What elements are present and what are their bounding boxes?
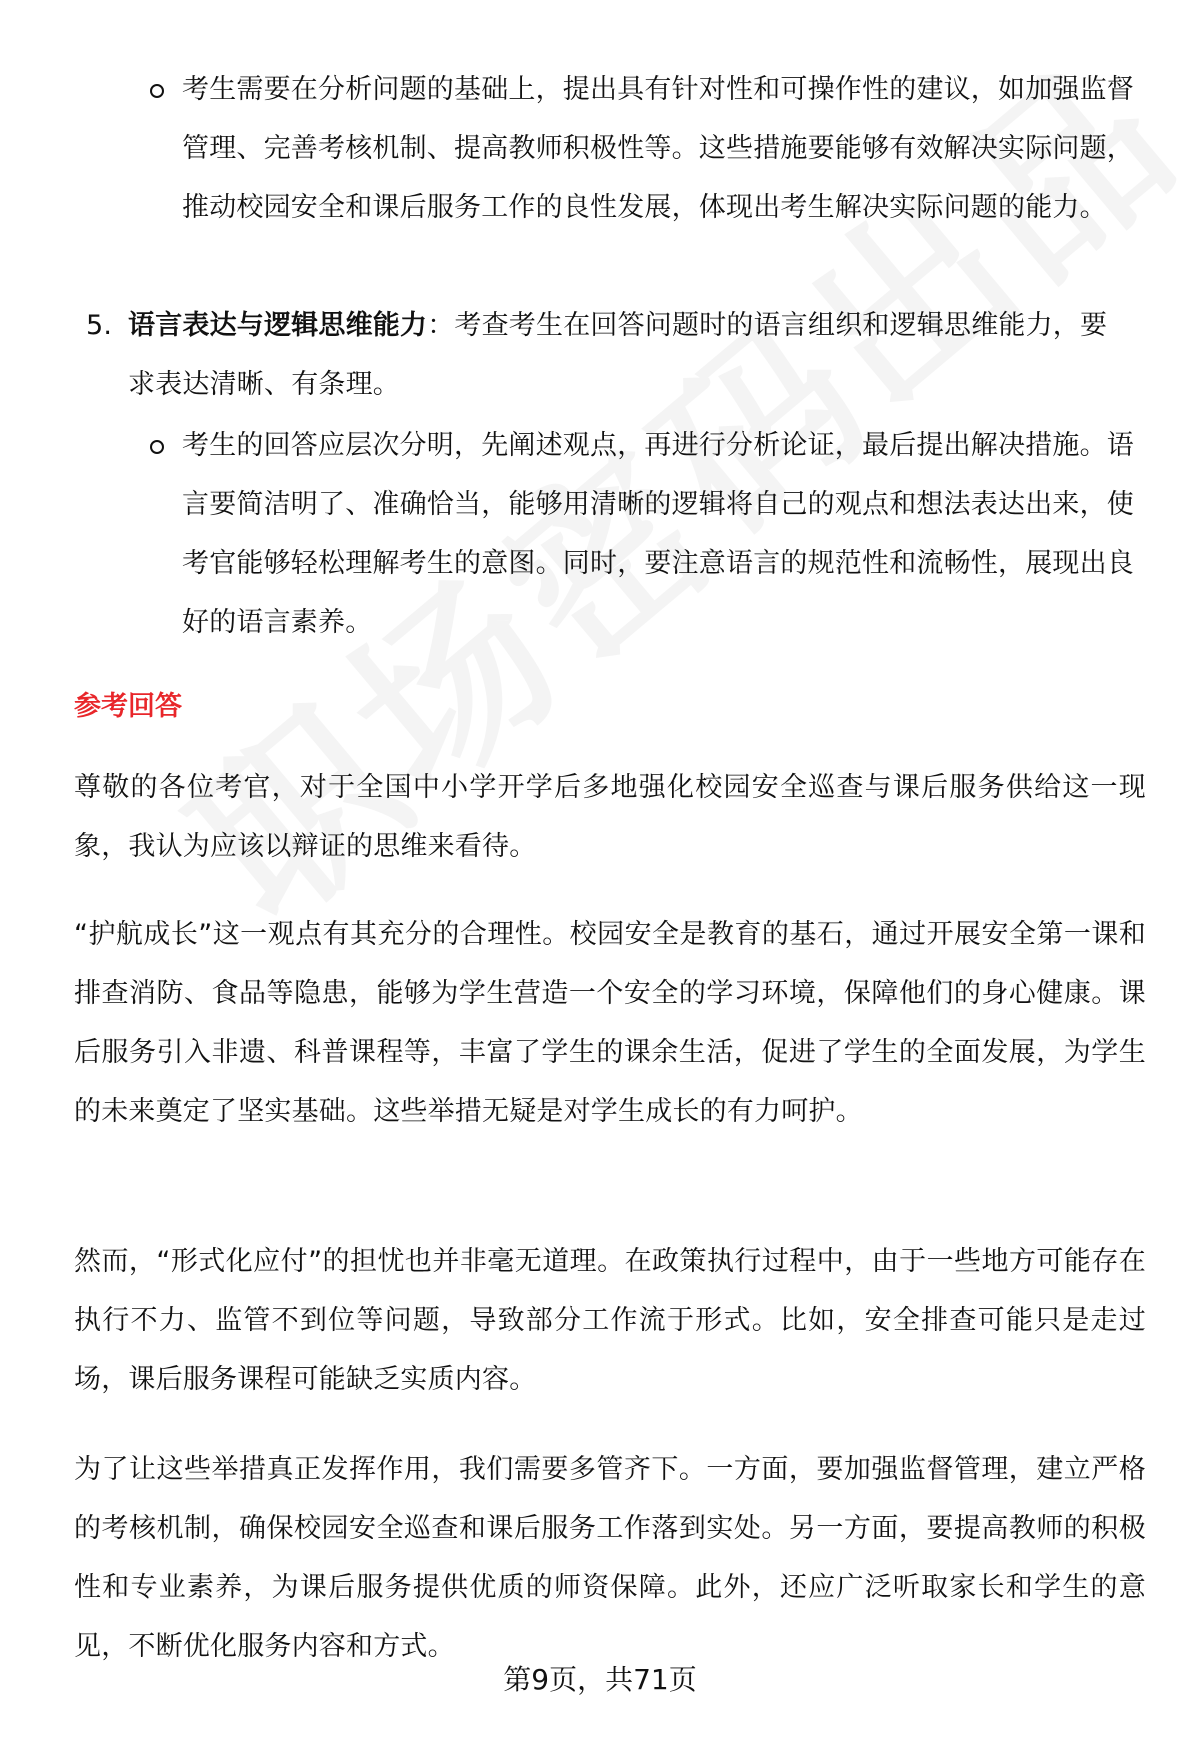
answer-paragraph-3: 然而，“形式化应付”的担忧也并非毫无道理。在政策执行过程中，由于一些地方可能存在执行不力、监管不到位等问题，导致部分工作流于形式。比如，安全排查可能只是走过场，课后服务课程可能缺乏实质内容。 [74,1246,1146,1395]
hollow-circle-bullet-icon [150,84,164,98]
bullet-paragraph-2: 考生的回答应层次分明，先阐述观点，再进行分析论证，最后提出解决措施。语言要简洁明了、准确恰当，能够用清晰的逻辑将自己的观点和想法表达出来，使考官能够轻松理解考生的意图。同时，要注意语言的规范性和流畅性，展现出良好的语言素养。 [182,430,1134,638]
item-body [128,296,1116,414]
item-number: 5. [86,310,113,341]
answer-paragraph-4: 为了让这些举措真正发挥作用，我们需要多管齐下。一方面，要加强监督管理，建立严格的考核机制，确保校园安全巡查和课后服务工作落到实处。另一方面，要提高教师的积极性和专业素养，为课后服务提供优质的师资保障。此外，还应广泛听取家长和学生的意见，不断优化服务内容和方式。 [74,1454,1146,1662]
numbered-item-5 [86,296,1116,414]
item-title: 语言表达与逻辑思维能力 [128,310,428,341]
answer-paragraph-1: 尊敬的各位考官，对于全国中小学开学后多地强化校园安全巡查与课后服务供给这一现象，我认为应该以辩证的思维来看待。 [74,772,1146,862]
page-number: 第9页，共71页 [503,1663,697,1696]
answer-paragraph-2: “护航成长”这一观点有其充分的合理性。校园安全是教育的基石，通过开展安全第一课和排查消防、食品等隐患，能够为学生营造一个安全的学习环境，保障他们的身心健康。课后服务引入非遗、科普课程等，丰富了学生的课余生活，促进了学生的全面发展，为学生的未来奠定了坚实基础。这些举措无疑是对学生成长的有力呵护。 [74,919,1146,1127]
bullet-paragraph-1: 考生需要在分析问题的基础上，提出具有针对性和可操作性的建议，如加强监督管理、完善考核机制、提高教师积极性等。这些措施要能够有效解决实际问题，推动校园安全和课后服务工作的良性发展，体现出考生解决实际问题的能力。 [182,74,1134,223]
reference-answer-heading: 参考回答 [74,691,182,722]
item-text: ：考查考生在回答问题时的语言组织和逻辑思维能力，要求表达清晰、有条理。 [128,310,1108,400]
hollow-circle-bullet-icon [150,440,164,454]
